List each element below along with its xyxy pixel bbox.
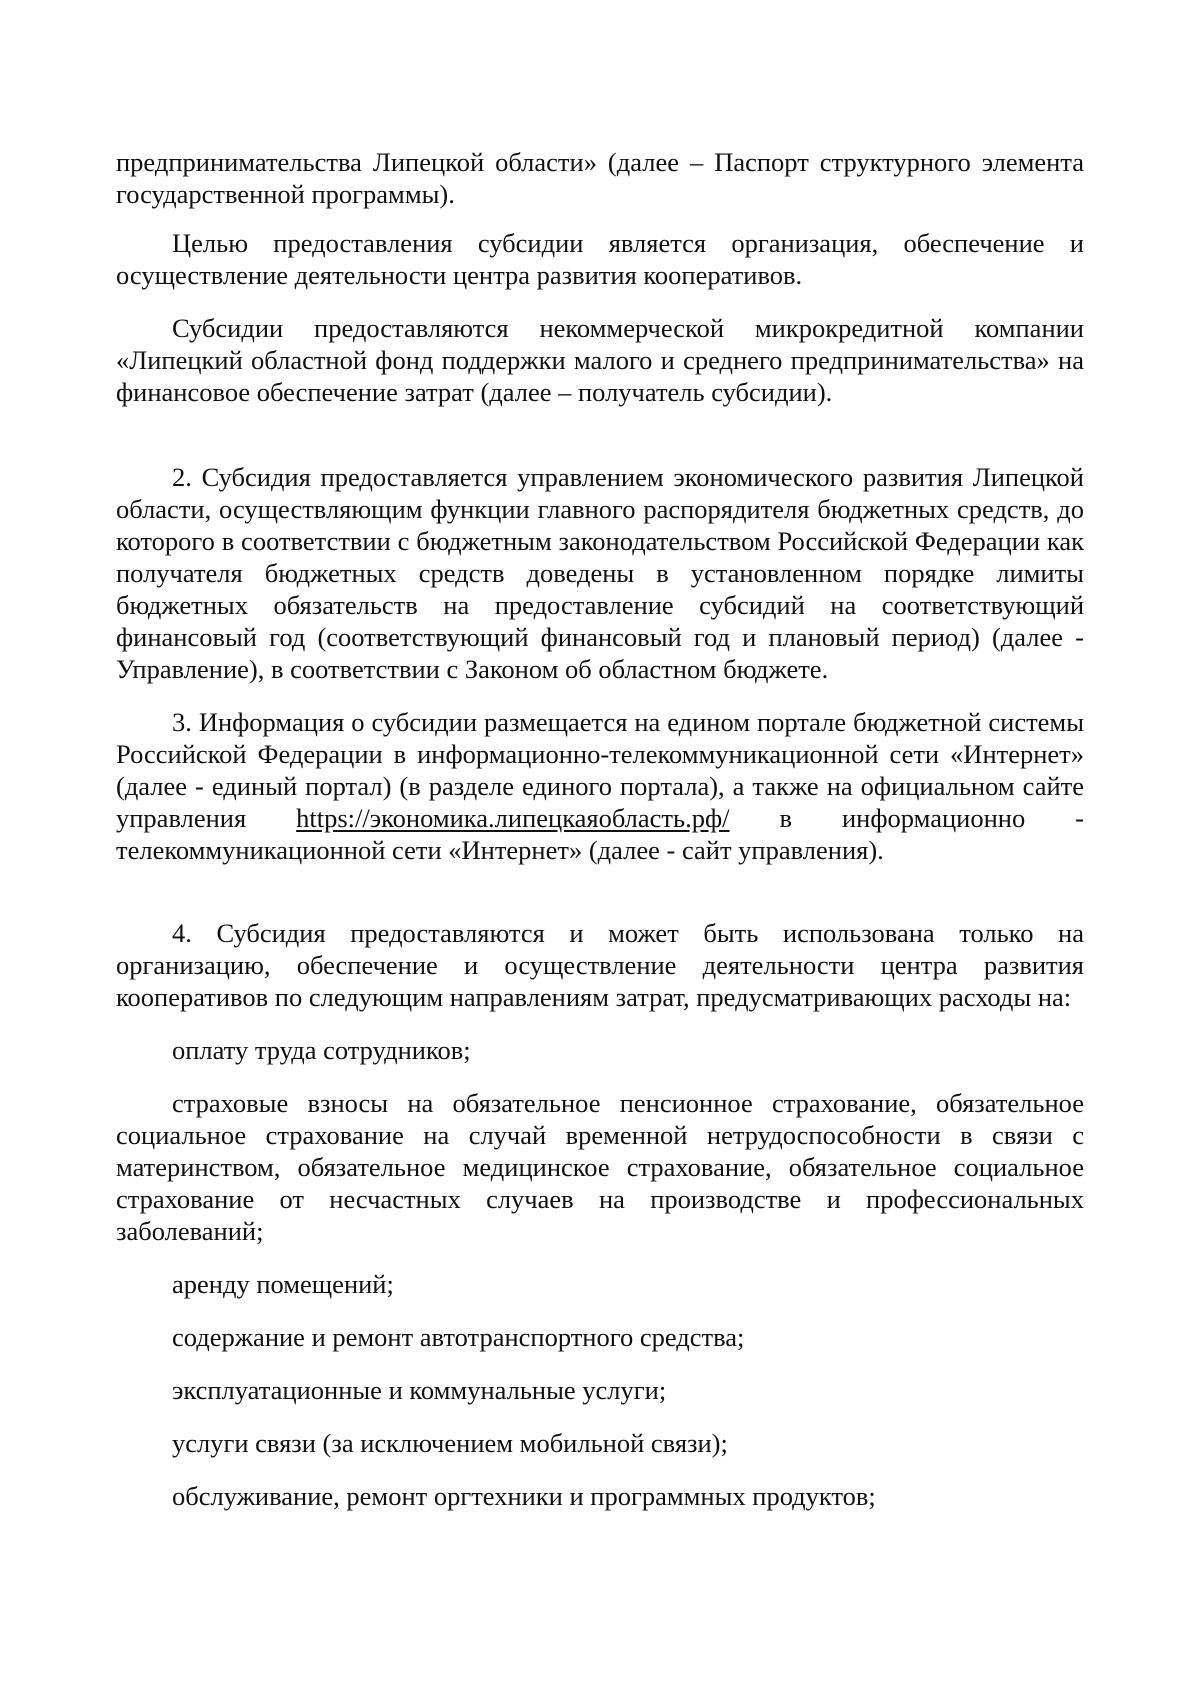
website-link[interactable]: https://экономика.липецкаяобласть.рф/: [296, 803, 730, 833]
list-item-3: аренду помещений;: [172, 1269, 394, 1299]
paragraph-4: 4. Субсидия предоставляются и может быть использована только на организацию, обеспечение и осуществление деятельности центра развития кооперативов по следующим направлениям затрат, предусматривающих расходы на:: [116, 918, 1084, 1012]
list-item-1: оплату труда сотрудников;: [172, 1035, 471, 1065]
list-item-4: содержание и ремонт автотранспортного средства;: [172, 1322, 745, 1352]
document-page: [116, 146, 1084, 1512]
list-item-5: эксплуатационные и коммунальные услуги;: [172, 1375, 667, 1405]
list-item-7: обслуживание, ремонт оргтехники и программных продуктов;: [172, 1481, 876, 1511]
paragraph-recipient: Субсидии предоставляются некоммерческой микрокредитной компании «Липецкий областной фонд поддержки малого и среднего предпринимательства» на финансовое обеспечение затрат (далее – получатель субсидии).: [116, 313, 1084, 407]
paragraph-3: [116, 706, 1084, 866]
paragraph-2: 2. Субсидия предоставляется управлением экономического развития Липецкой области, осуществляющим функции главного распорядителя бюджетных средств, до которого в соответствии с бюджетным законодательством Российской Федерации как получателя бюджетных средств доведены в установленном порядке лимиты бюджетных обязательств на предоставление субсидий на соответствующий финансовый год (соответствующий финансовый год и плановый период) (далее - Управление), в соответствии с Законом об областном бюджете.: [116, 462, 1084, 684]
paragraph-goal: Целью предоставления субсидии является организация, обеспечение и осуществление деятельности центра развития кооперативов.: [116, 228, 1084, 290]
paragraph-3-text-end: в информационно - телекоммуникационной сети «Интернет» (далее - сайт управления).: [116, 803, 1085, 865]
paragraph-intro-end: предпринимательства Липецкой области» (далее – Паспорт структурного элемента государственной программы).: [116, 147, 1084, 209]
list-item-6: услуги связи (за исключением мобильной связи);: [172, 1428, 728, 1458]
paragraph-3-text-start: 3. Информация о субсидии размещается на едином портале бюджетной системы Российской Федерации в информационно-телекоммуникационной сети «Интернет» (далее - единый портал) (в разделе единого портала), а также на официальном сайте управления: [116, 707, 1084, 833]
list-item-2: страховые взносы на обязательное пенсионное страхование, обязательное социальное страхование на случай временной нетрудоспособности в связи с материнством, обязательное медицинское страхование, обязательное социальное страхование от несчастных случаев на производстве и профессиональных заболеваний;: [116, 1088, 1084, 1246]
